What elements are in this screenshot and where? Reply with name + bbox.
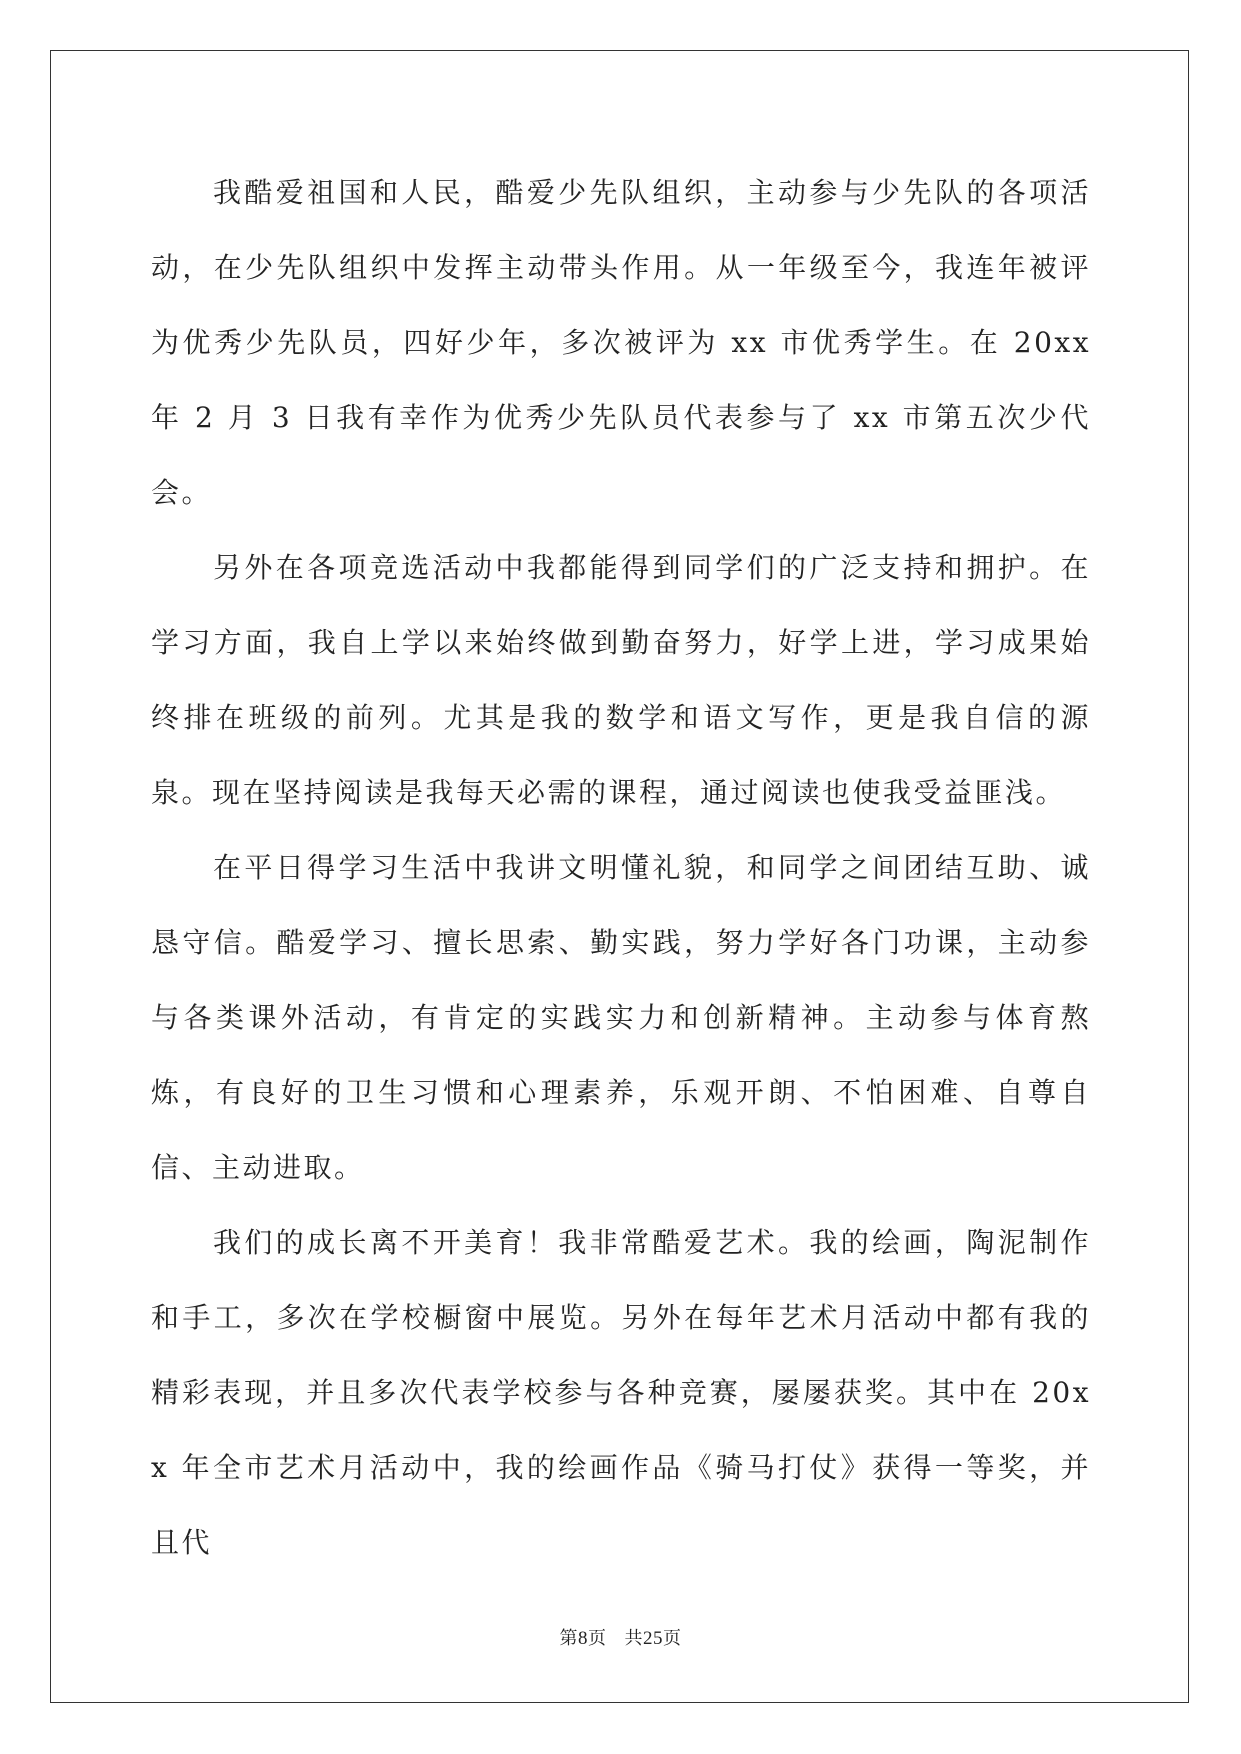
page-footer — [0, 1624, 1241, 1650]
page-prefix: 第 — [559, 1628, 578, 1649]
paragraph-3: 在平日得学习生活中我讲文明懂礼貌，和同学之间团结互助、诚恳守信。酷爱学习、擅长思索、勤实践，努力学好各门功课，主动参与各类课外活动，有肯定的实践实力和创新精神。主动参与体育熬炼，有良好的卫生习惯和心理素养，乐观开朗、不怕困难、自尊自信、主动进取。 — [151, 851, 1091, 1184]
total-pages: 25 — [643, 1628, 663, 1649]
document-body — [151, 155, 1091, 1580]
paragraph-4: 我们的成长离不开美育！我非常酷爱艺术。我的绘画，陶泥制作和手工，多次在学校橱窗中展览。另外在每年艺术月活动中都有我的精彩表现，并且多次代表学校参与各种竞赛，屡屡获奖。其中在 20xx 年全市艺术月活动中，我的绘画作品《骑马打仗》获得一等奖，并且代 — [151, 1226, 1091, 1559]
paragraph-2: 另外在各项竞选活动中我都能得到同学们的广泛支持和拥护。在学习方面，我自上学以来始终做到勤奋努力，好学上进，学习成果始终排在班级的前列。尤其是我的数学和语文写作，更是我自信的源泉。现在坚持阅读是我每天必需的课程，通过阅读也使我受益匪浅。 — [151, 551, 1091, 809]
page-number: 8 — [578, 1628, 588, 1649]
paragraph-1: 我酷爱祖国和人民，酷爱少先队组织，主动参与少先队的各项活动，在少先队组织中发挥主动带头作用。从一年级至今，我连年被评为优秀少先队员，四好少年，多次被评为 xx 市优秀学生。在 20xx 年 2 月 3 日我有幸作为优秀少先队员代表参与了 xx 市第五次少代会。 — [151, 176, 1091, 509]
page-suffix: 页 — [588, 1628, 607, 1649]
total-suffix: 页 — [663, 1628, 682, 1649]
total-prefix: 共 — [624, 1628, 643, 1649]
